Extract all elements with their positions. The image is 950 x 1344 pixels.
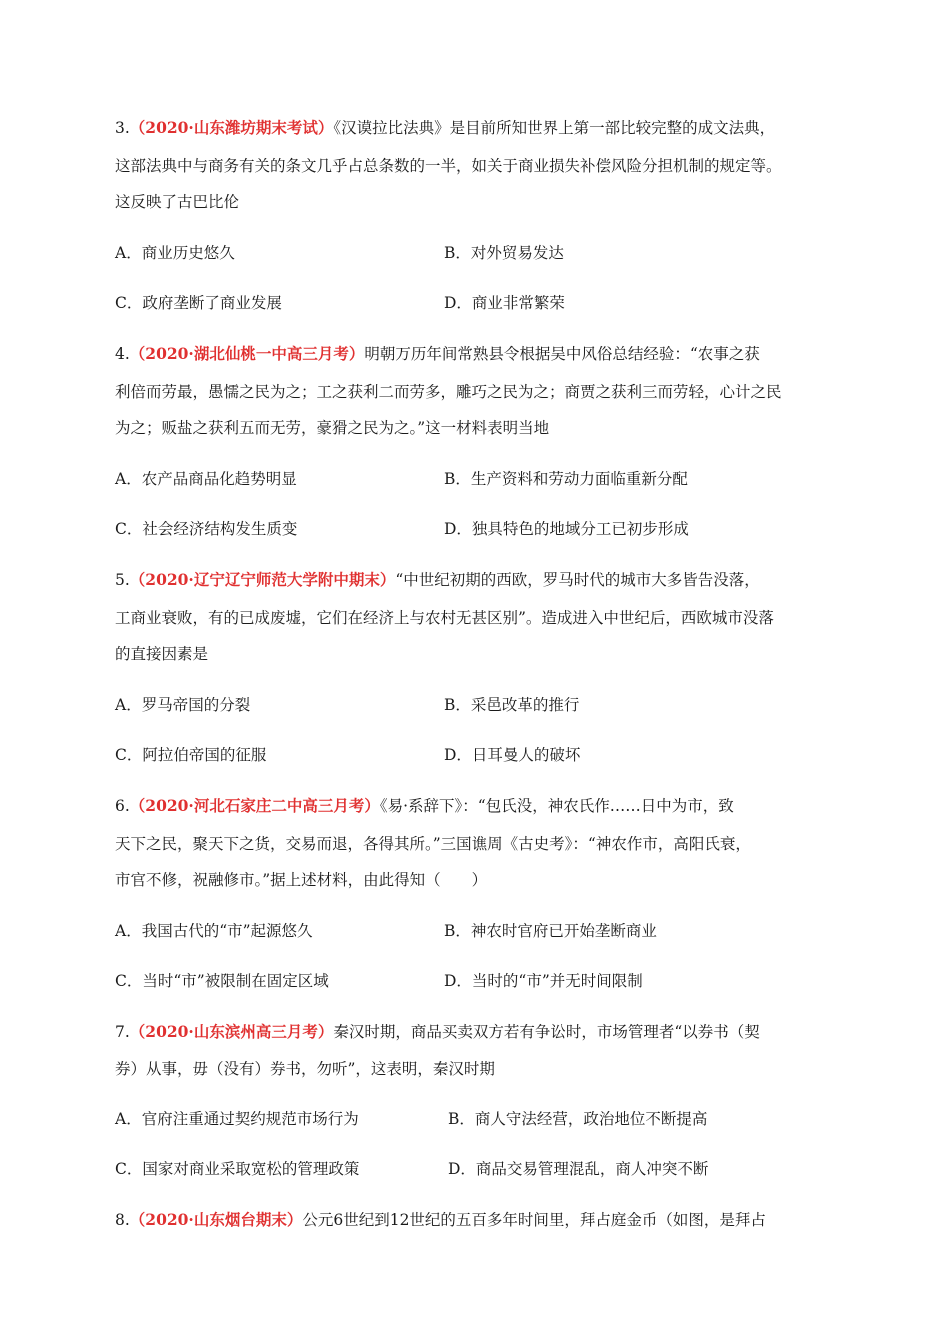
option-d[interactable]: D．当时的“市”并无时间限制 (444, 972, 643, 990)
question-5-line-1 (115, 570, 760, 590)
question-6-line-2: 天下之民，聚天下之货，交易而退，各得其所。”三国谯周《古史考》：“神农作市，高阳氏衰， (115, 835, 751, 853)
question-number: 3. (115, 119, 130, 137)
question-number: 7. (115, 1023, 130, 1041)
option-b[interactable]: B．生产资料和劳动力面临重新分配 (444, 470, 688, 488)
option-c[interactable]: C．社会经济结构发生质变 (115, 520, 298, 538)
question-source: （2020·山东烟台期末） (129, 1210, 303, 1229)
option-a[interactable]: A．我国古代的“市”起源悠久 (115, 922, 313, 940)
option-d[interactable]: D．商业非常繁荣 (444, 294, 565, 312)
question-source: （2020·山东滨州高三月考） (129, 1022, 334, 1041)
question-text: 《易·系辞下》：“包氏没，神农氏作……日中为市，致 (379, 797, 734, 815)
option-c[interactable]: C．当时“市”被限制在固定区域 (115, 972, 329, 990)
question-5-line-3: 的直接因素是 (115, 645, 209, 663)
option-c[interactable]: C．国家对商业采取宽松的管理政策 (115, 1160, 360, 1178)
question-4-line-2: 利倍而劳最，愚懦之民为之；工之获利二而劳多，雕巧之民为之；商贾之获利三而劳轻，心计之民 (115, 383, 782, 401)
question-number: 5. (115, 571, 130, 589)
question-source: （2020·河北石家庄二中高三月考） (129, 796, 380, 815)
option-b[interactable]: B．对外贸易发达 (444, 244, 564, 262)
option-b[interactable]: B．采邑改革的推行 (444, 696, 580, 714)
question-number: 4. (115, 345, 130, 363)
question-6-line-3: 市官不修，祝融修市。”据上述材料，由此得知（ ） (115, 871, 488, 889)
option-c[interactable]: C．政府垄断了商业发展 (115, 294, 282, 312)
question-source: （2020·湖北仙桃一中高三月考） (129, 344, 365, 363)
question-5-line-2: 工商业衰败，有的已成废墟，它们在经济上与农村无甚区别”。造成进入中世纪后，西欧城市没落 (115, 609, 774, 627)
option-a[interactable]: A．罗马帝国的分裂 (115, 696, 251, 714)
question-source: （2020·山东潍坊期末考试） (129, 118, 334, 137)
question-text: 《汉谟拉比法典》是目前所知世界上第一部比较完整的成文法典， (333, 119, 776, 137)
option-a[interactable]: A．商业历史悠久 (115, 244, 235, 262)
question-7-line-2: 券）从事，毋（没有）券书，勿听”，这表明，秦汉时期 (115, 1060, 495, 1078)
question-number: 8. (115, 1211, 130, 1229)
question-3-line-3: 这反映了古巴比伦 (115, 193, 240, 211)
option-d[interactable]: D．独具特色的地域分工已初步形成 (444, 520, 689, 538)
option-a[interactable]: A．农产品商品化趋势明显 (115, 470, 297, 488)
option-b[interactable]: B．商人守法经营，政治地位不断提高 (448, 1110, 708, 1128)
question-4-line-3: 为之；贩盐之获利五而无劳，豪猾之民为之。”这一材料表明当地 (115, 419, 550, 437)
question-8-line-1 (115, 1210, 766, 1230)
option-d[interactable]: D．商品交易管理混乱，商人冲突不断 (448, 1160, 709, 1178)
option-a[interactable]: A．官府注重通过契约规范市场行为 (115, 1110, 359, 1128)
question-source: （2020·辽宁辽宁师范大学附中期末） (129, 570, 396, 589)
question-4-line-1 (115, 344, 760, 364)
option-b[interactable]: B．神农时官府已开始垄断商业 (444, 922, 657, 940)
question-text: 明朝万历年间常熟县令根据吴中风俗总结经验：“农事之获 (364, 345, 760, 363)
question-text: 公元6世纪到12世纪的五百多年时间里，拜占庭金币（如图，是拜占 (302, 1211, 766, 1229)
question-number: 6. (115, 797, 130, 815)
question-6-line-1 (115, 796, 734, 816)
question-text: 秦汉时期，商品买卖双方若有争讼时，市场管理者“以券书（契 (333, 1023, 760, 1041)
question-7-line-1 (115, 1022, 760, 1042)
question-text: “中世纪初期的西欧，罗马时代的城市大多皆告没落， (395, 571, 760, 589)
question-3-line-2: 这部法典中与商务有关的条文几乎占总条数的一半，如关于商业损失补偿风险分担机制的规定等。 (115, 157, 782, 175)
option-c[interactable]: C．阿拉伯帝国的征服 (115, 746, 267, 764)
option-d[interactable]: D．日耳曼人的破坏 (444, 746, 581, 764)
question-3-line-1 (115, 118, 775, 138)
